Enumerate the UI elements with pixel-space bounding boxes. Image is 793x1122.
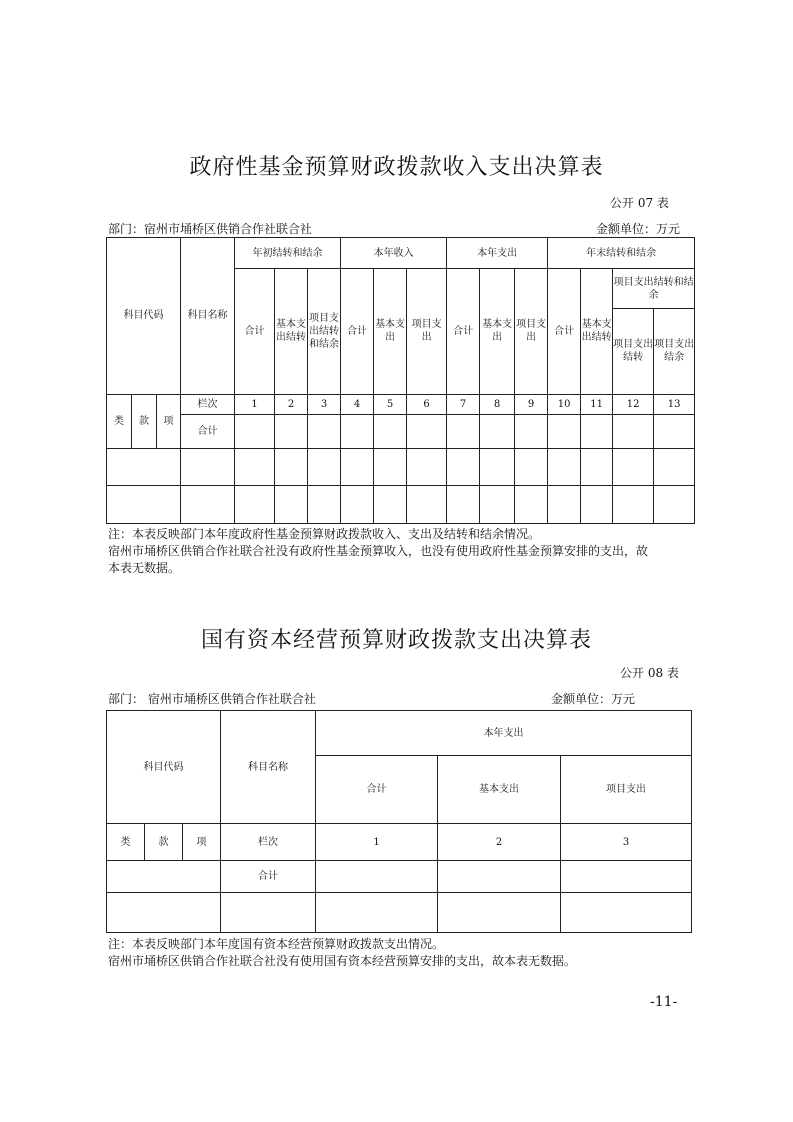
t1-begin-project-carry-balance: 项目支出结转和结余 — [308, 269, 341, 394]
t1-col-num: 4 — [341, 394, 374, 414]
t2-col-num: 3 — [561, 824, 692, 861]
t1-col-num: 7 — [447, 394, 480, 414]
t2-subject-name-header: 科目名称 — [221, 711, 316, 824]
table-row — [107, 448, 695, 485]
table2-note1: 注：本表反映部门本年度国有资本经营预算财政拨款支出情况。 — [108, 937, 445, 951]
t1-income-basic: 基本支出 — [374, 269, 407, 394]
t1-col-num: 1 — [235, 394, 275, 414]
t1-group-begin: 年初结转和结余 — [235, 238, 341, 269]
t1-col-num: 9 — [515, 394, 548, 414]
t1-xiang: 项 — [157, 394, 181, 448]
t1-end-basic-carry: 基本支出结转 — [581, 269, 613, 394]
t1-col-num: 11 — [581, 394, 613, 414]
t1-end-project-carry-balance-group: 项目支出结转和结余 — [613, 269, 695, 309]
table-row — [107, 485, 695, 523]
t1-expense-project: 项目支出 — [515, 269, 548, 394]
t2-lanci: 栏次 — [221, 824, 316, 861]
table2-unit: 金额单位：万元 — [551, 692, 636, 706]
t2-basic: 基本支出 — [438, 756, 561, 824]
table1-note1: 注：本表反映部门本年度政府性基金预算财政拨款收入、支出及结转和结余情况。 — [108, 527, 541, 541]
t1-col-num: 10 — [548, 394, 581, 414]
table1-dept: 部门：宿州市埇桥区供销合作社联合社 — [108, 222, 313, 236]
t1-group-income: 本年收入 — [341, 238, 447, 269]
t2-group-expense: 本年支出 — [316, 711, 692, 756]
t2-total: 合计 — [316, 756, 438, 824]
table2-title: 国有资本经营预算财政拨款支出决算表 — [200, 628, 592, 653]
t2-subject-code-header: 科目代码 — [107, 711, 221, 824]
table1 — [106, 237, 695, 524]
t1-expense-total: 合计 — [447, 269, 480, 394]
table2-note2: 宿州市埇桥区供销合作社联合社没有使用国有资本经营预算安排的支出，故本表无数据。 — [108, 954, 577, 968]
t1-col-num: 13 — [654, 394, 695, 414]
table2-dept: 部门： 宿州市埇桥区供销合作社联合社 — [108, 692, 316, 706]
t1-subject-name-header: 科目名称 — [181, 238, 235, 395]
t2-heji: 合计 — [221, 861, 316, 893]
t1-col-num: 5 — [374, 394, 407, 414]
t2-lei: 类 — [107, 824, 145, 861]
t1-subject-code-header: 科目代码 — [107, 238, 181, 395]
t1-expense-basic: 基本支出 — [480, 269, 515, 394]
table1-note2b: 本表无数据。 — [108, 561, 181, 575]
t1-col-num: 2 — [275, 394, 308, 414]
t1-end-total: 合计 — [548, 269, 581, 394]
t2-kuan: 款 — [145, 824, 183, 861]
table-row — [107, 893, 692, 933]
t1-lei: 类 — [107, 394, 132, 448]
table1-title: 政府性基金预算财政拨款收入支出决算表 — [189, 155, 604, 180]
t1-begin-basic-carry: 基本支出结转 — [275, 269, 308, 394]
t1-end-project-carry: 项目支出结转 — [613, 309, 654, 394]
t1-begin-total: 合计 — [235, 269, 275, 394]
t1-col-num: 3 — [308, 394, 341, 414]
t1-col-num: 6 — [407, 394, 447, 414]
t1-heji: 合计 — [181, 414, 235, 448]
table1-code: 公开 07 表 — [610, 196, 669, 210]
t2-col-num: 1 — [316, 824, 438, 861]
t1-group-expense: 本年支出 — [447, 238, 548, 269]
t2-project: 项目支出 — [561, 756, 692, 824]
t1-col-num: 8 — [480, 394, 515, 414]
t1-income-total: 合计 — [341, 269, 374, 394]
table2 — [106, 710, 692, 933]
t1-col-num: 12 — [613, 394, 654, 414]
table1-note2a: 宿州市埇桥区供销合作社联合社没有政府性基金预算收入，也没有使用政府性基金预算安排的支出，故 — [108, 544, 649, 558]
t1-group-end: 年末结转和结余 — [548, 238, 695, 269]
t2-xiang: 项 — [183, 824, 221, 861]
page-number: -11- — [650, 994, 678, 1010]
t1-lanci: 栏次 — [181, 394, 235, 414]
t1-income-project: 项目支出 — [407, 269, 447, 394]
t1-kuan: 款 — [132, 394, 157, 448]
t2-col-num: 2 — [438, 824, 561, 861]
table1-unit: 金额单位：万元 — [596, 222, 681, 236]
table2-code: 公开 08 表 — [620, 666, 679, 680]
t1-end-project-balance: 项目支出结余 — [654, 309, 695, 394]
